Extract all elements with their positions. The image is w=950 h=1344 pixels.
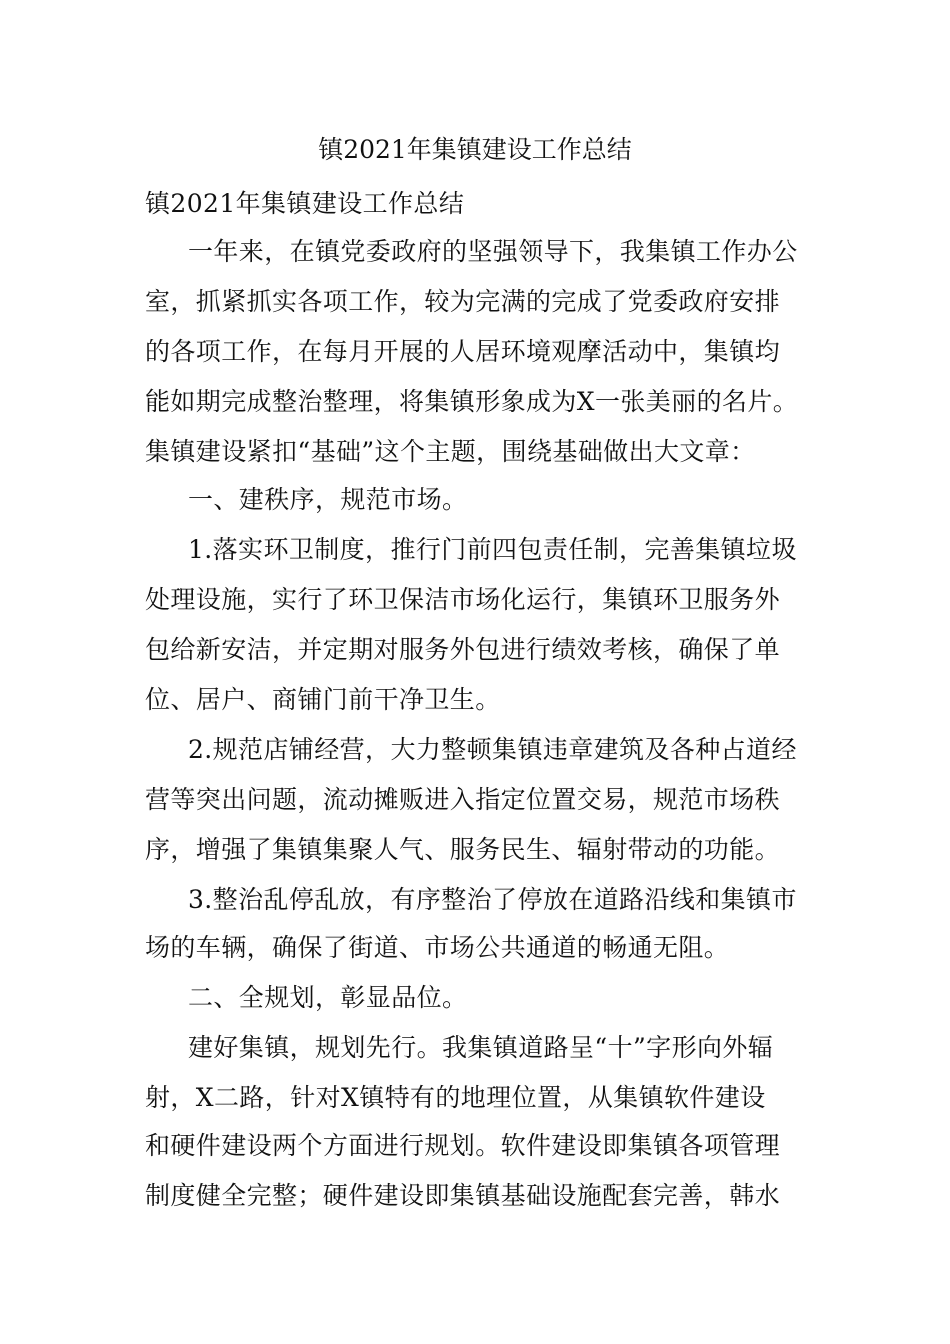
document-title: 镇2021年集镇建设工作总结 [318,135,632,164]
subtitle-line: 镇2021年集镇建设工作总结 [145,189,465,218]
paragraph-line: 室，抓紧抓实各项工作，较为完满的完成了党委政府安排 [145,287,781,316]
paragraph-line: 包给新安洁，并定期对服务外包进行绩效考核，确保了单 [145,635,781,664]
paragraph-line: 的各项工作，在每月开展的人居环境观摩活动中，集镇均 [145,337,781,366]
paragraph-line: 和硬件建设两个方面进行规划。软件建设即集镇各项管理 [145,1131,781,1160]
paragraph-line: 场的车辆，确保了街道、市场公共通道的畅通无阻。 [145,933,730,962]
paragraph-line: 序，增强了集镇集聚人气、服务民生、辐射带动的功能。 [145,835,781,864]
paragraph-line: 1.落实环卫制度，推行门前四包责任制，完善集镇垃圾 [188,535,797,564]
paragraph-line: 集镇建设紧扣“基础”这个主题，围绕基础做出大文章： [145,437,756,466]
paragraph-line: 制度健全完整；硬件建设即集镇基础设施配套完善，韩水 [145,1181,781,1210]
section-heading: 二、全规划，彰显品位。 [188,983,468,1012]
paragraph-line: 位、居户、商铺门前干净卫生。 [145,685,501,714]
paragraph-line: 处理设施，实行了环卫保洁市场化运行，集镇环卫服务外 [145,585,781,614]
paragraph-line: 3.整治乱停乱放，有序整治了停放在道路沿线和集镇市 [188,885,797,914]
section-heading: 一、建秩序，规范市场。 [188,485,468,514]
paragraph-line: 能如期完成整治整理，将集镇形象成为X一张美丽的名片。 [145,387,799,416]
paragraph-line: 一年来，在镇党委政府的坚强领导下，我集镇工作办公 [188,237,798,266]
paragraph-line: 2.规范店铺经营，大力整顿集镇违章建筑及各种占道经 [188,735,797,764]
paragraph-line: 营等突出问题，流动摊贩进入指定位置交易，规范市场秩 [145,785,781,814]
paragraph-line: 射，X二路，针对X镇特有的地理位置，从集镇软件建设 [145,1083,766,1112]
paragraph-line: 建好集镇，规划先行。我集镇道路呈“十”字形向外辐 [188,1033,774,1062]
